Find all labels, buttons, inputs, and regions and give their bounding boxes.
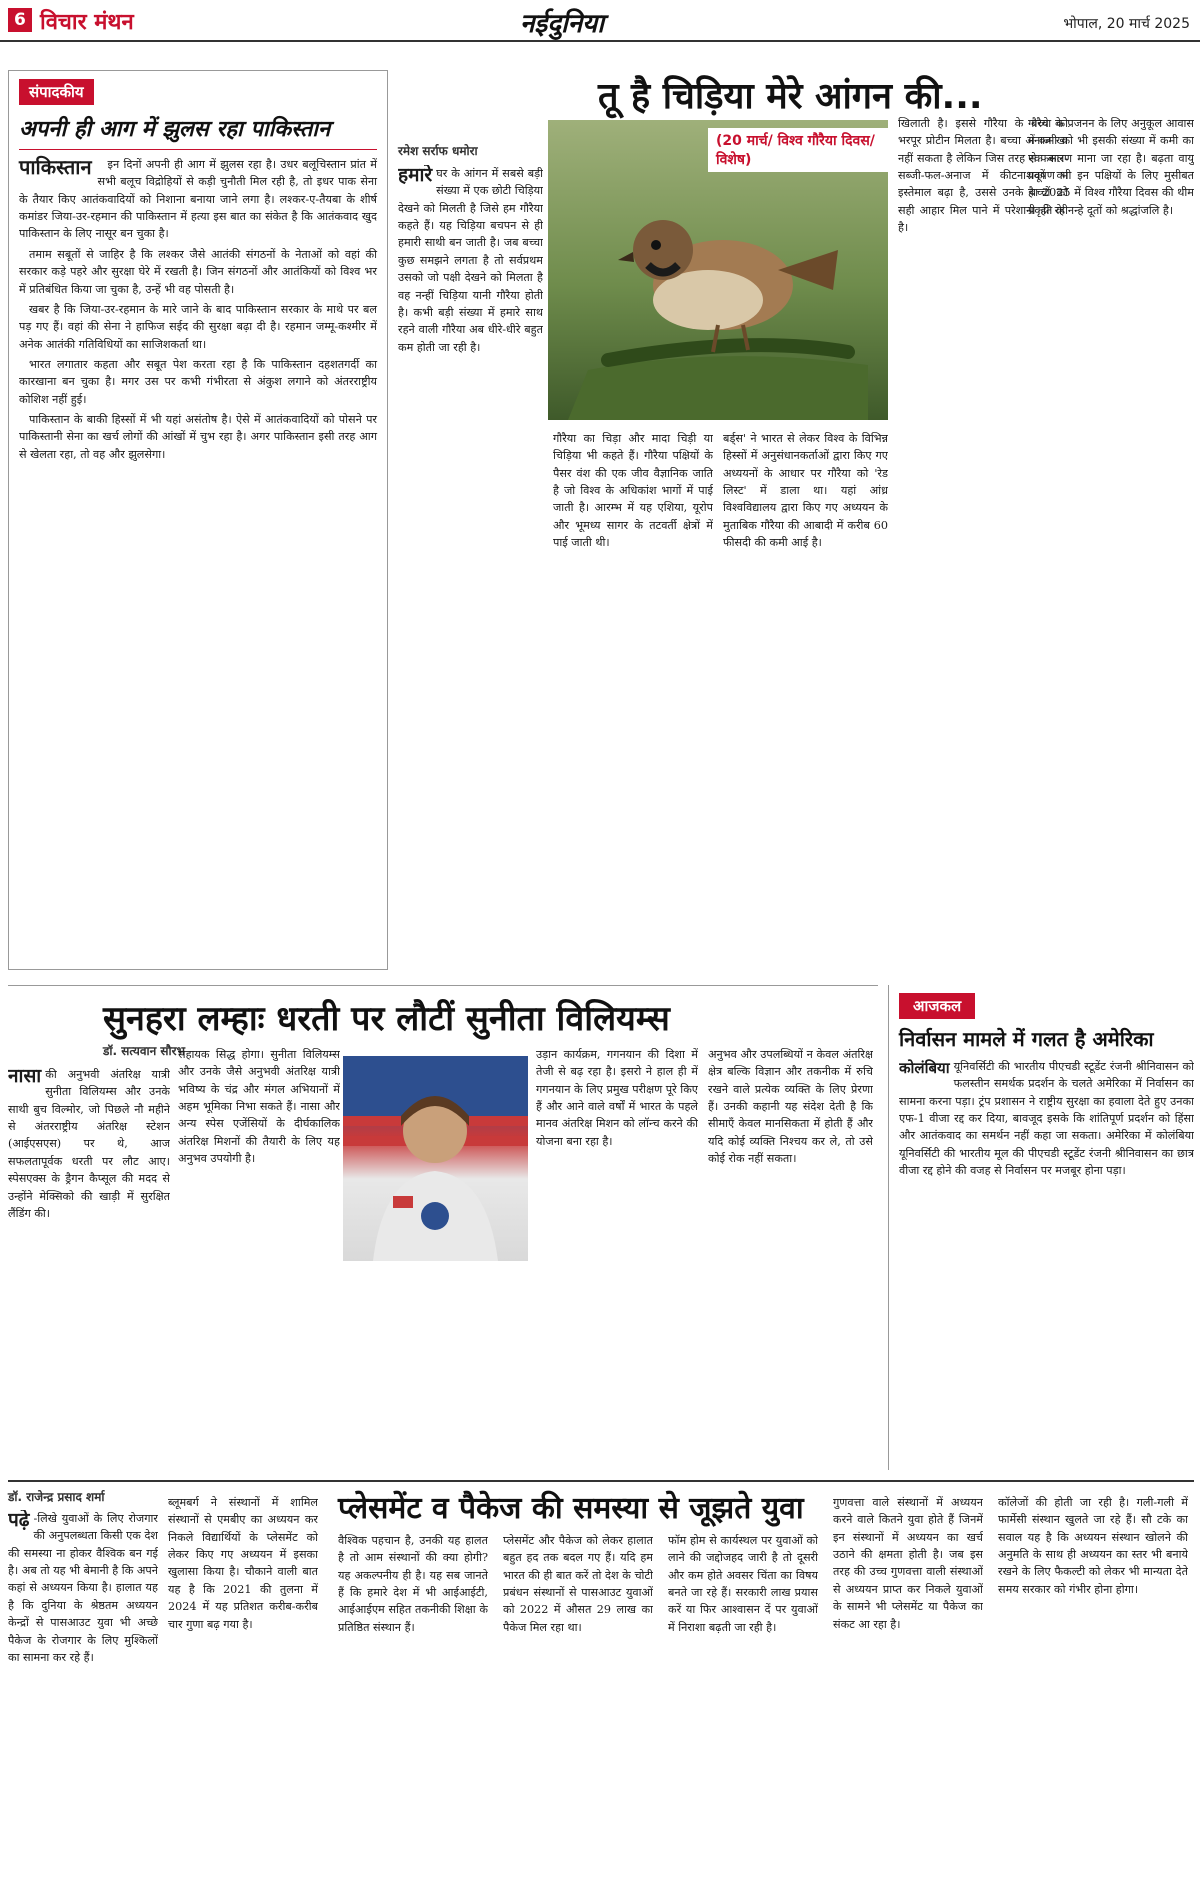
sunita-photo: [343, 1056, 528, 1261]
editorial-title[interactable]: अपनी ही आग में झुलस रहा पाकिस्तान: [19, 113, 377, 150]
editorial-paragraph: इन दिनों अपनी ही आग में झुलस रहा है। उधर बलूचिस्तान प्रांत में सभी बलूच विद्रोहियों से कड़ी चुनौती मिल रही है, तो इधर पाक सेना के तैयार किए आतंकवादियों को निशाना बनाया जाने लगा है। लश्कर-ए-तैयबा के शीर्ष कमांडर जिया-उर-रहमान की पाकिस्तान में हत्या इस बात का संकेत है कि आतंकवाद खुद पाकिस्तान के लिए नासूर बन चुका है।: [19, 158, 377, 241]
dateline: भोपाल, 20 मार्च 2025: [1063, 16, 1190, 32]
sparrow-column: गौरैया का चिड़ा और मादा चिड़ी या चिड़िया भी कहते हैं। गौरैया पक्षियों के पैसर वंश की एक जीव वैज्ञानिक जाति है जो विश्व के अधिकांश भागों में पाई जाती है। आरम्भ में यह एशिया, यूरोप और भूमध्य सागर के तटवर्ती क्षेत्रों में पाई जाती थी।: [553, 432, 713, 550]
placement-lead-word: पढ़े: [8, 1510, 30, 1531]
aajkal-headline[interactable]: निर्वासन मामले में गलत है अमेरिका: [899, 1027, 1154, 1051]
editorial-lead-word: पाकिस्तान: [19, 155, 92, 179]
editorial-box: [8, 70, 388, 970]
placement-column: फॉम होम से कार्यस्थल पर युवाओं को लाने की जद्दोजहद जारी है तो दूसरी और कम होते अवसर चिंता का विषय बनते जा रहे हैं। सरकारी लाख प्रयास करें या फिर आश्वासन दें पर युवाओं में निराशा बढ़ती जा रही है।: [668, 1534, 818, 1634]
sparrow-byline: रमेश सर्राफ धमोरा: [398, 144, 478, 158]
sunita-byline: डॉ. सत्यवान सौरभ: [103, 1044, 185, 1058]
editorial-paragraph: पाकिस्तान के बाकी हिस्सों में भी यहां असंतोष है। ऐसे में आतंकवादियों को पोसने पर पाकिस्तानी सेना का खर्च लोगों की आंखों में चुभ रहा है। अगर पाकिस्तान इसी तरह आग से खेलता रहा, तो वह और झुलसेगा।: [19, 413, 377, 461]
sunita-article: [8, 985, 878, 1470]
masthead: नईदुनिया: [520, 9, 604, 39]
placement-article: [8, 1480, 1194, 1892]
astronaut-illustration: [343, 1056, 528, 1261]
sunita-column: नासा की अनुभवी अंतरिक्ष यात्री सुनीता विलियम्स और उनके साथी बुच विल्मोर, जो पिछले नौ महीने से अंतरराष्ट्रीय अंतरिक्ष स्टेशन (आईएसएस) पर थे, आज सफलतापूर्वक धरती पर लौट आए। स्पेसएक्स के ड्रैगन कैप्सूल की मदद से उन्होंने मेक्सिको की खाड़ी में सुरक्षित लैंडिंग की।: [8, 1066, 170, 1220]
aajkal-lead-word: कोलंबिया: [899, 1059, 950, 1077]
placement-column: वैश्विक पहचान है, उनकी यह हालत है तो आम संस्थानों की क्या होगी? यह अकल्पनीय ही है। यह सब जानते हैं कि हमारे देश में भी आईआईटी, आईआईएम सहित तकनीकी शिक्षा के प्रतिष्ठित संस्थान हैं।: [338, 1534, 488, 1634]
sparrow-lead-word: हमारे: [398, 165, 433, 186]
sunita-headline[interactable]: सुनहरा लम्हाः धरती पर लौटीं सुनीता विलियम्स: [103, 999, 670, 1039]
placement-column: ब्लूमबर्ग ने संस्थानों में शामिल संस्थानों से एमबीए का अध्ययन कर निकले विद्यार्थियों के प्लेसमेंट को लेकर किए गए अध्ययन में इसका खुलासा किया है। चौकाने वाली बात यह है कि 2021 की तुलना में 2024 में यह प्रतिशत करीब-करीब चार गुणा बढ़ गया है।: [168, 1496, 318, 1631]
placement-column: पढ़े -लिखे युवाओं के लिए रोजगार की अनुपलब्धता किसी एक देश की समस्या ना होकर वैश्विक बन गई है। अब तो यह भी बेमानी है कि अपने कहां से अध्ययन किया है। हालात यह है कि दुनिया के श्रेष्ठतम अध्ययन केन्द्रों से पासआउट युवा भी अच्छे पैकेज के रोजगार के लिए मुश्किलों का सामना कर रहे हैं।: [8, 1510, 158, 1664]
editorial-paragraph: खबर है कि जिया-उर-रहमान के मारे जाने के बाद पाकिस्तान सरकार के माथे पर बल पड़ गए हैं। वहां की सेना ने हाफिज सईद की सुरक्षा बढ़ा दी है। रहमान जम्मू-कश्मीर में अनेक आतंकी गतिविधियों का साजिशकर्ता था।: [19, 302, 377, 351]
placement-headline[interactable]: प्लेसमेंट व पैकेज की समस्या से जूझते युवा: [338, 1491, 804, 1526]
sparrow-photo: [548, 120, 888, 420]
placement-byline: डॉ. राजेन्द्र प्रसाद शर्मा: [8, 1490, 105, 1504]
sparrow-column: हमारे घर के आंगन में सबसे बड़ी संख्या में एक छोटी चिड़िया देखने को मिलती है जिसे हम गौरैया कहते हैं। यह चिड़िया बचपन से ही हमारी साथी बन जाती है। जब बच्चा कुछ समझने लगता है तो सर्वप्रथम उसको जो पक्षी देखने को मिलता है वह नन्हीं चिड़िया यानी गौरैया होती है। कभी बड़ी संख्या में हमारे साथ रहने वाली गौरैया अब धीरे-धीरे बहुत कम होती जा रही है।: [398, 165, 543, 354]
sparrow-headline[interactable]: तू है चिड़िया मेरे आंगन की...: [598, 76, 983, 117]
editorial-badge: संपादकीय: [19, 79, 94, 105]
section-title: विचार मंथन: [40, 10, 134, 35]
aajkal-badge: आजकल: [899, 993, 975, 1019]
placement-column: प्लेसमेंट और पैकेज को लेकर हालात बहुत हद तक बदल गए हैं। यदि हम भारत की ही बात करें तो देश के चोटी प्रबंधन संस्थानों से पासआउट युवाओं को 2022 में औसत 29 लाख का पैकेज मिल रहा था।: [503, 1534, 653, 1634]
placement-column: गुणवत्ता वाले संस्थानों में अध्ययन करने वाले कितने युवा होते हैं जिनमें इन संस्थानों में अध्ययन का खर्च उठाने की क्षमता होती है। जब इस तरह की उच्च गुणवत्ता वाली संस्थाओं से अध्ययन प्राप्त कर निकले युवाओं के सामने भी प्लेसमेंट या पैकेज का संकट आ रहा है।: [833, 1496, 983, 1631]
sunita-column: उड़ान कार्यक्रम, गगनयान की दिशा में तेजी से बढ़ रहा है। इसरो ने हाल ही में गगनयान के लिए प्रमुख परीक्षण पूरे किए हैं और आने वाले वर्षों में भारत के पहले मानव अंतरिक्ष मिशन को लॉन्च करने की योजना बना रहा है।: [536, 1048, 698, 1148]
page-number: 6: [8, 8, 32, 32]
aajkal-body: कोलंबिया यूनिवर्सिटी की भारतीय पीएचडी स्टूडेंट रंजनी श्रीनिवासन को फलस्तीन समर्थक प्रदर्शन के चलते अमेरिका में निर्वासन का सामना करना पड़ा। ट्रंप प्रशासन ने राष्ट्रीय सुरक्षा का हवाला देते हुए उनका एफ-1 वीजा रद्द कर दिया, बावजूद इसके कि शांतिपूर्ण प्रदर्शन को हिंसा और आतंकवाद का समर्थन नहीं कहा जा सकता। अमेरिका में कोलंबिया यूनिवर्सिटी की भारतीय मूल की पीएचडी स्टूडेंट रंजनी श्रीनिवासन का छात्र वीजा रद्द होने की वजह से निर्वासन पर मजबूर होना पड़ा।: [899, 1059, 1194, 1178]
editorial-paragraph: तमाम सबूतों से जाहिर है कि लश्कर जैसे आतंकी संगठनों के नेताओं को वहां की सरकार कड़े पहरे और सुरक्षा घेरे में रखती है। जिन संगठनों और आतंकियों को विश्व भर में प्रतिबंधित किया जा चुका है, उन्हें भी वह पोसती है।: [19, 247, 377, 296]
sparrow-column: बर्ड्स' ने भारत से लेकर विश्व के विभिन्न हिस्सों में अनुसंधानकर्ताओं द्वारा किए गए अध्ययनों के आधार पर गौरैया को 'रेड लिस्ट' में डाला था। यहां आंध्र विश्वविद्यालय द्वारा किए गए अध्ययन के मुताबिक गौरैया की आबादी में करीब 60 फीसदी की कमी आई है।: [723, 432, 888, 550]
aajkal-article: [888, 985, 1194, 1470]
sparrow-article: [398, 70, 1194, 940]
sunita-column: अनुभव और उपलब्धियों न केवल अंतरिक्ष क्षेत्र बल्कि विज्ञान और तकनीक में रुचि रखने वाले प्रत्येक व्यक्ति के लिए प्रेरणा हैं। उनकी कहानी यह संदेश देती है कि सीमाएँ केवल मानसिकता में होती हैं और यदि कोई व्यक्ति निश्चय कर ले, तो उसे कोई रोक नहीं सकता।: [708, 1048, 873, 1166]
sparrow-column: खिलाती है। इससे गौरैया के बच्चे को भरपूर प्रोटीन मिलता है। बच्चा अनाज खा नहीं सकता है लेकिन जिस तरह से फसल-सब्जी-फल-अनाज में कीटनाशकों का इस्तेमाल बढ़ा है, उससे उनके बच्चों को सही आहार मिल पाने में परेशानी हो रही है।: [898, 117, 1068, 235]
page-header: [0, 0, 1200, 42]
editorial-body: [19, 156, 377, 463]
sparrow-subtitle: (20 मार्च/ विश्व गौरैया दिवस/ विशेष): [708, 128, 888, 172]
sunita-column: सहायक सिद्ध होगा। सुनीता विलियम्स और उनके जैसे अनुभवी अंतरिक्ष यात्री भविष्य के चंद्र और मंगल अभियानों में अहम भूमिका निभा सकते हैं। नासा और अन्य स्पेस एजेंसियों के दीर्घकालिक अंतरिक्ष मिशनों की तैयारी के लिए यह अनुभव उपयोगी है।: [178, 1048, 340, 1166]
sunita-lead-word: नासा: [8, 1066, 42, 1087]
placement-column: कॉलेजों की होती जा रही है। गली-गली में फार्मेसी संस्थान खुलते जा रहे हैं। सौ टके का सवाल यह है कि अध्ययन संस्थान खोलने की अनुमति के साथ ही अध्ययन का स्तर भी बनाये रखने के लिए फैकल्टी को लेकर भी मान्यता देते समय सरकार को गंभीर होना होगा।: [998, 1496, 1188, 1596]
editorial-paragraph: भारत लगातार कहता और सबूत पेश करता रहा है कि पाकिस्तान दहशतगर्दी का कारखाना बन चुका है। मगर उस पर कभी गंभीरता से अंकुश लगाने को अंतरराष्ट्रीय कोशिश नहीं हुई।: [19, 357, 377, 406]
sparrow-column: गौरैया के प्रजनन के लिए अनुकूल आवास में कमी को भी इसकी संख्या में कमी का एक कारण माना जा रहा है। बढ़ता वायु प्रदूषण भी इन पक्षियों के लिए मुसीबत है। 2025 में विश्व गौरैया दिवस की थीम प्रकृति के नन्हे दूतों को श्रद्धांजलि है।: [1028, 117, 1194, 217]
